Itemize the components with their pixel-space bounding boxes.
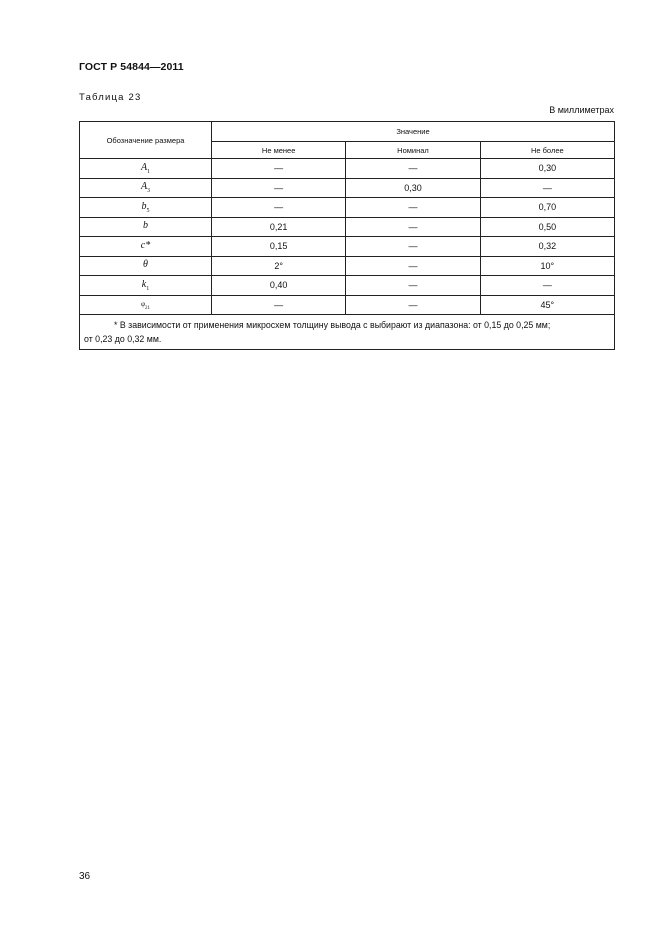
cell-nominal: —: [346, 217, 480, 237]
cell-max: 0,70: [480, 198, 614, 218]
table-row: [80, 178, 615, 198]
header-max: Не более: [480, 142, 614, 159]
row-designation: $k_1$: [80, 276, 212, 296]
dimensions-table: [79, 121, 615, 350]
table-row: [80, 256, 615, 276]
row-designation: $\varphi_{21}$: [80, 295, 212, 315]
table-units: В миллиметрах: [549, 105, 614, 115]
cell-min: 0,15: [212, 237, 346, 257]
footnote-line-2: от 0,23 до 0,32 мм.: [84, 334, 162, 344]
table-footnote-row: [80, 315, 615, 350]
cell-nominal: —: [346, 276, 480, 296]
table-footnote: [80, 315, 615, 350]
cell-max: 0,50: [480, 217, 614, 237]
row-designation: b: [80, 217, 212, 237]
table-row: [80, 237, 615, 257]
header-min: Не менее: [212, 142, 346, 159]
row-designation: θ: [80, 256, 212, 276]
table-row: [80, 295, 615, 315]
document-header: ГОСТ Р 54844—2011: [79, 61, 184, 73]
cell-max: 0,32: [480, 237, 614, 257]
cell-max: 0,30: [480, 159, 614, 179]
cell-max: 10°: [480, 256, 614, 276]
cell-nominal: —: [346, 198, 480, 218]
row-designation: $b_5$: [80, 198, 212, 218]
cell-min: —: [212, 295, 346, 315]
table-row: [80, 276, 615, 296]
cell-max: 45°: [480, 295, 614, 315]
cell-max: —: [480, 276, 614, 296]
table-row: [80, 159, 615, 179]
header-nominal: Номинал: [346, 142, 480, 159]
table-row: [80, 198, 615, 218]
cell-min: —: [212, 178, 346, 198]
cell-min: 0,21: [212, 217, 346, 237]
cell-min: —: [212, 159, 346, 179]
cell-nominal: —: [346, 295, 480, 315]
row-designation: c*: [80, 237, 212, 257]
header-value-group: Значение: [212, 122, 615, 142]
cell-nominal: —: [346, 237, 480, 257]
cell-min: 0,40: [212, 276, 346, 296]
header-designation: Обозначение размера: [80, 122, 212, 159]
page-number: 36: [79, 871, 91, 882]
footnote-line-1: * В зависимости от применения микросхем толщину вывода c выбирают из диапазона: от 0,15 до 0,25 мм;: [114, 320, 551, 330]
row-designation: $A_3$: [80, 178, 212, 198]
cell-max: —: [480, 178, 614, 198]
cell-min: —: [212, 198, 346, 218]
cell-nominal: —: [346, 159, 480, 179]
cell-min: 2°: [212, 256, 346, 276]
table-row: [80, 217, 615, 237]
row-designation: $A_1$: [80, 159, 212, 179]
cell-nominal: —: [346, 256, 480, 276]
table-title: Таблица 23: [79, 92, 142, 103]
cell-nominal: 0,30: [346, 178, 480, 198]
